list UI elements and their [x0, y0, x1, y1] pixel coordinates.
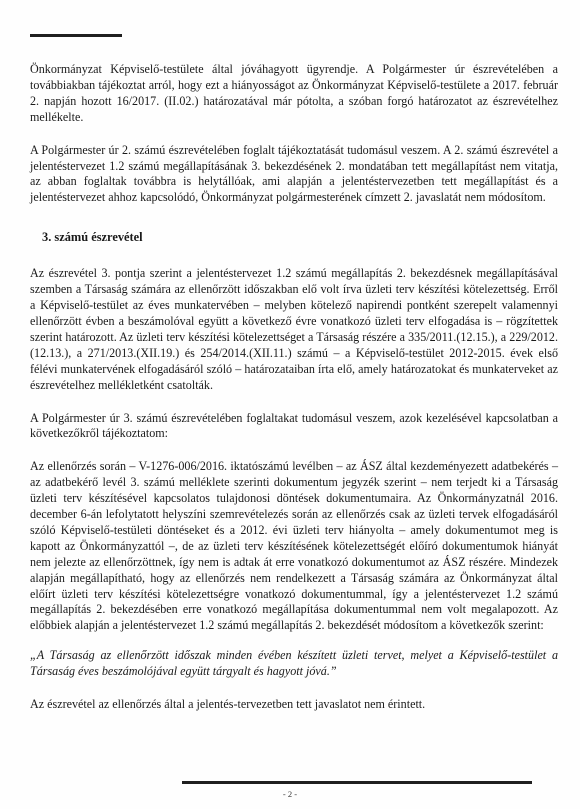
paragraph-4: A Polgármester úr 3. számú észrevételében foglaltakat tudomásul veszem, azok kezelésével kapcsolatban a következőkről tájékoztatom:	[30, 410, 558, 441]
page-number: - 2 -	[282, 789, 298, 799]
paragraph-1: Önkormányzat Képviselő-testülete által jóváhagyott ügyrendje. A Polgármester úr észrevételében a továbbiakban tájékoztat arról, hogy ezt a hiányosságot az Önkormányzat Képviselő-testülete a 2017. február 2. napján hozott 16/2017. (II.02.) határozatával már pótolta, a szóban forgó határozatot az észrevételhez mellékelte.	[30, 62, 558, 124]
document-body	[30, 62, 558, 713]
top-rule	[30, 34, 122, 37]
paragraph-6: Az észrevétel az ellenőrzés által a jelentés-tervezetben tett javaslatot nem érintett.	[30, 697, 426, 712]
paragraph-5: Az ellenőrzés során – V-1276-006/2016. iktatószámú levélben – az ÁSZ által kezdeményezett adatbekérés – az adatbekérő levél 3. számú melléklete szerinti dokumentum jegyzék szerint – nem terjedt ki a Társaság üzleti terv készítésével kapcsolatos tulajdonosi döntések dokumentumaira. Az Önkormányzatnál 2016. december 6-án lefolytatott helyszíni szemrevételezés során az ellenőrzés csak az üzleti tervek elfogadásáról szóló Képviselő-testületi döntéseket és a 2012. évi üzleti terv hiányolta – amely dokumentumot meg is kapott az Önkormányzattól –, de az üzleti terv készítésének kötelezettségét előíró dokumentumok hiányát nem jelezte az ellenőrzöttnek, így nem is adtak át erre vonatkozó dokumentumot az ÁSZ részére. Mindezek alapján megállapítható, hogy az ellenőrzés nem rendelkezett a Társaság számára az Önkormányzat által előírt üzleti terv készítési kötelezettségre vonatkozó dokumentummal, így a jelentéstervezet 1.2 számú megállapítás 2. bekezdésében erre vonatkozó megállapítása dokumentummal nem volt megalapozott. Az előbbiek alapján a jelentéstervezet 1.2 számú megállapítás 2. bekezdését módosítom a következők szerint:	[30, 459, 558, 633]
paragraph-2: A Polgármester úr 2. számú észrevételében foglalt tájékoztatását tudomásul veszem. A 2. számú észrevétel a jelentéstervezet 1.2 számú megállapításának 3. bekezdésének 2. mondatában tett megállapítást nem vitatja, az abban foglaltak továbbra is helytállóak, ami alapján a jelentéstervezetben tett megállapítást és a jelentéstervezet ahhoz kapcsolódó, Önkormányzat polgármesterének címzett 2. javaslatát nem módosítom.	[30, 142, 558, 205]
bottom-rule	[182, 781, 532, 784]
section-heading: 3. számú észrevétel	[42, 230, 143, 245]
paragraph-3: Az észrevétel 3. pontja szerint a jelentéstervezet 1.2 számú megállapítás 2. bekezdésnek megállapításával szemben a Társaság számára az ellenőrzött időszakban elő volt írva üzleti terv készítési kötelezettség. Erről a Képviselő-testület az éves munkatervében – melyben kötelező napirendi pontként szerepelt valamennyi ellenőrzött évben a beszámolóval együtt a következő évre vonatkozó üzleti terv elfogadása is – rögzítettek szerint határozott. Az üzleti terv készítési kötelezettséget a Társaság részére a 335/2011.(12.15.), a 229/2012.(12.13.), a 271/2013.(XII.19.) és 254/2014.(XII.11.) számú – a Képviselő-testület 2012-2015. évek első félévi munkatervének elfogadásáról szóló – határozataiban írta elő, amely határozatokat és munkaterveket az észrevételhez mellékletként csatolták.	[30, 266, 558, 392]
quoted-amendment: „A Társaság az ellenőrzött időszak minden évében készített üzleti tervet, melyet a Képviselő-testület a Társaság éves beszámolójával együtt tárgyalt és hagyott jóvá.”	[30, 648, 558, 679]
